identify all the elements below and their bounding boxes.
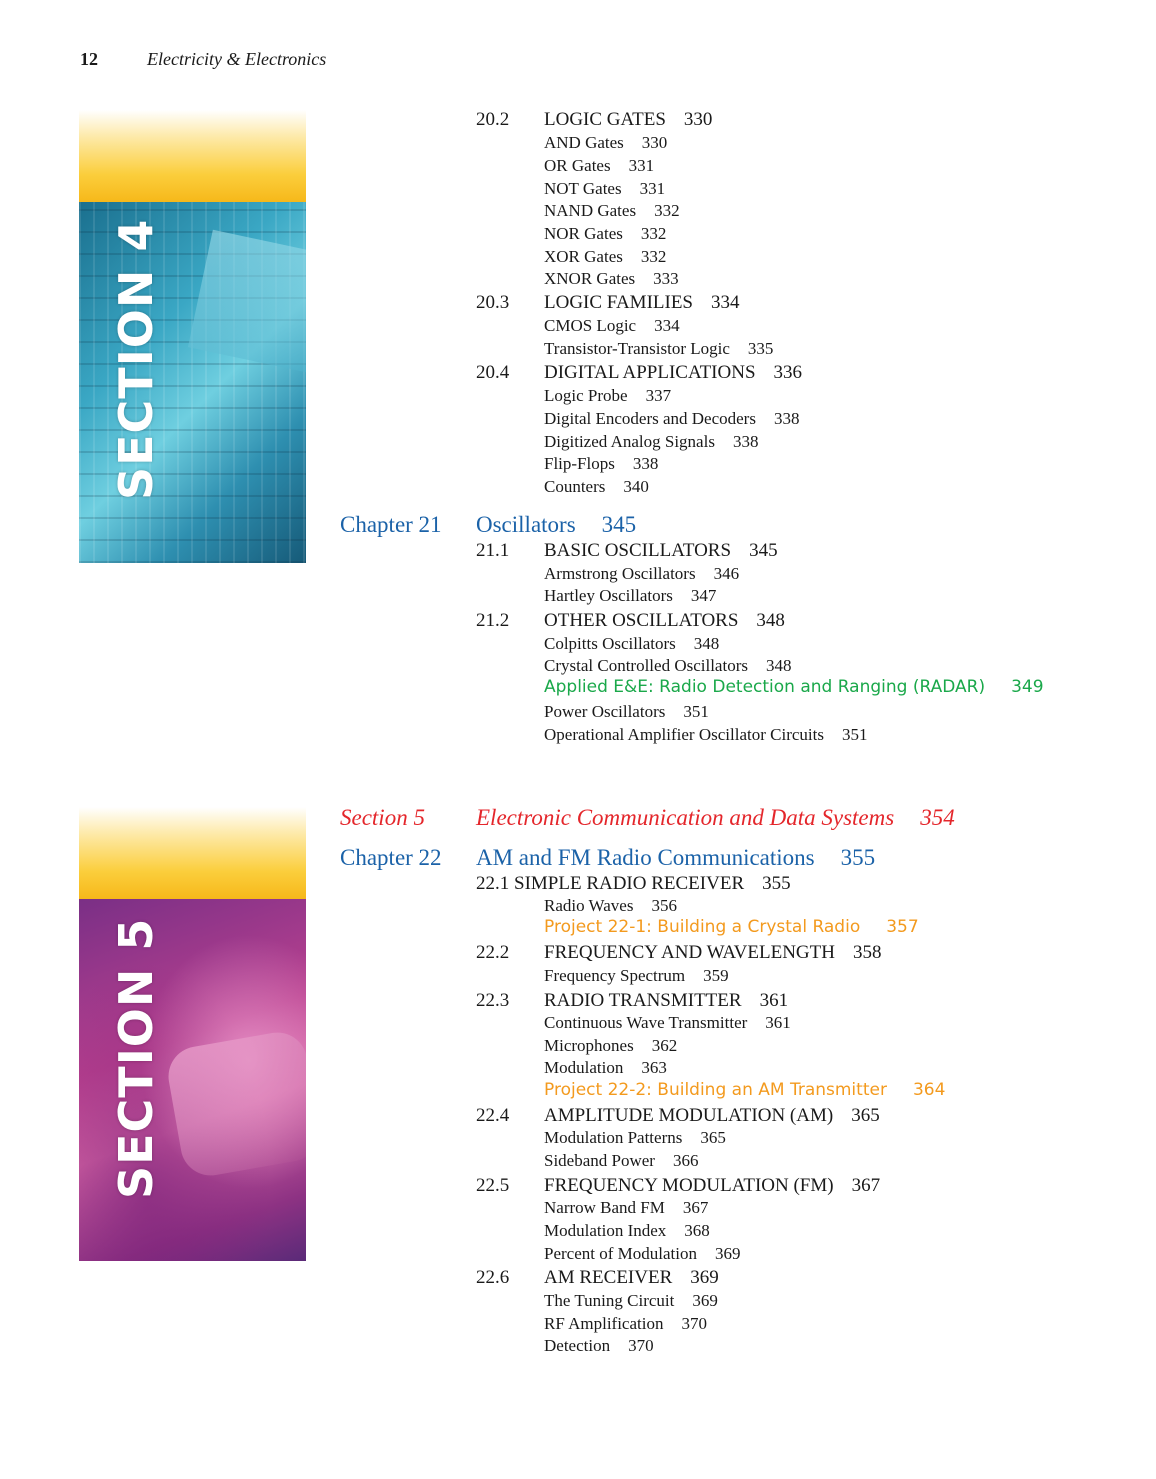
toc-sub-item xyxy=(544,1129,726,1146)
item-title: Transistor-Transistor Logic xyxy=(544,339,730,358)
item-title: NOT Gates xyxy=(544,179,622,198)
chip-highlight xyxy=(188,230,306,374)
toc-sub-item xyxy=(544,1037,677,1054)
page-number: 12 xyxy=(80,49,98,69)
item-page: 370 xyxy=(628,1336,654,1355)
toc-main-heading xyxy=(544,1268,719,1287)
toc-sub-item xyxy=(544,1222,710,1239)
toc-sub-item xyxy=(544,1292,718,1309)
chapter-heading xyxy=(476,846,875,869)
toc-sub-item xyxy=(544,1059,667,1076)
item-page: 348 xyxy=(765,656,792,675)
project-page: 357 xyxy=(886,917,919,937)
item-page: 361 xyxy=(765,1013,791,1032)
item-page: 330 xyxy=(641,133,668,152)
toc-main-heading xyxy=(544,110,712,129)
item-title: Flip-Flops xyxy=(544,454,615,473)
item-title: Power Oscillators xyxy=(544,702,666,721)
toc-sub-item xyxy=(544,225,666,242)
toc-main-heading xyxy=(544,363,802,382)
project-item xyxy=(544,919,919,936)
toc-sub-item xyxy=(544,340,773,357)
item-page: 337 xyxy=(645,386,672,405)
toc-main-heading xyxy=(544,943,881,962)
tab-gradient xyxy=(79,807,306,899)
section-number: 21.2 xyxy=(476,610,510,631)
chapter-label: Chapter 22 xyxy=(340,845,442,870)
project-title: Project 22-1: Building a Crystal Radio xyxy=(544,917,861,937)
item-page: 334 xyxy=(654,316,680,335)
toc-sub-item xyxy=(544,317,680,334)
item-page: 367 xyxy=(682,1198,709,1217)
heading-page: 336 xyxy=(773,362,803,383)
heading-page: 334 xyxy=(711,292,740,313)
toc-sub-item xyxy=(544,180,665,197)
section-number: 22.6 xyxy=(476,1267,510,1288)
heading-title: AMPLITUDE MODULATION (AM) xyxy=(544,1105,834,1126)
item-title: Armstrong Oscillators xyxy=(544,564,696,583)
chapter-title: AM and FM Radio Communications xyxy=(476,845,815,870)
toc-main-heading xyxy=(544,1176,880,1195)
section-number: 22.2 xyxy=(476,942,510,963)
toc-sub-item xyxy=(544,1337,654,1354)
item-page: 362 xyxy=(651,1036,678,1055)
circuit-board-image xyxy=(79,202,306,563)
section-title: Electronic Communication and Data Systems xyxy=(476,805,895,830)
item-page: 356 xyxy=(651,896,677,915)
toc-sub-item xyxy=(544,478,649,495)
item-page: 365 xyxy=(700,1128,726,1147)
item-title: Operational Amplifier Oscillator Circuits xyxy=(544,725,824,744)
item-title: Sideband Power xyxy=(544,1151,655,1170)
item-page: 332 xyxy=(654,201,680,220)
item-page: 338 xyxy=(732,432,759,451)
section-number: 20.2 xyxy=(476,109,510,130)
chapter-title: Oscillators xyxy=(476,512,576,537)
toc-sub-item xyxy=(544,410,799,427)
item-page: 370 xyxy=(681,1314,707,1333)
running-head: Electricity & Electronics xyxy=(147,49,327,69)
item-title: Modulation xyxy=(544,1058,624,1077)
heading-page: 361 xyxy=(759,990,789,1011)
item-title: Colpitts Oscillators xyxy=(544,634,676,653)
chapter-heading xyxy=(476,513,636,536)
heading-title: FREQUENCY AND WAVELENGTH xyxy=(544,942,835,963)
item-title: Continuous Wave Transmitter xyxy=(544,1013,748,1032)
chapter-page: 345 xyxy=(601,512,637,537)
item-page: 331 xyxy=(628,156,655,175)
toc-sub-item xyxy=(544,703,709,720)
toc-main-heading xyxy=(544,1106,880,1125)
section-5-label: SECTION 5 xyxy=(109,917,163,1199)
heading-title: LOGIC GATES xyxy=(544,109,666,130)
item-page: 366 xyxy=(672,1151,699,1170)
heading-title: FREQUENCY MODULATION (FM) xyxy=(544,1175,834,1196)
item-title: RF Amplification xyxy=(544,1314,664,1333)
heading-page: 330 xyxy=(683,109,713,130)
heading-page: 358 xyxy=(852,942,882,963)
section-5-tab xyxy=(79,807,306,1261)
item-title: Hartley Oscillators xyxy=(544,586,673,605)
heading-page: 348 xyxy=(756,610,785,631)
toc-sub-item xyxy=(544,726,867,743)
toc-main-heading xyxy=(476,874,791,893)
item-title: NOR Gates xyxy=(544,224,623,243)
toc-main-heading xyxy=(544,611,785,630)
project-item xyxy=(544,1082,945,1099)
item-title: NAND Gates xyxy=(544,201,637,220)
toc-sub-item xyxy=(544,1152,698,1169)
section-label: Section 5 xyxy=(340,805,425,830)
toc-sub-item xyxy=(544,635,719,652)
item-title: Percent of Modulation xyxy=(544,1244,697,1263)
network-cable-image xyxy=(79,899,306,1261)
item-page: 338 xyxy=(632,454,659,473)
item-page: 333 xyxy=(653,269,679,288)
heading-title: AM RECEIVER xyxy=(544,1267,673,1288)
toc-sub-item xyxy=(544,1199,708,1216)
chapter-page: 355 xyxy=(840,845,876,870)
item-title: CMOS Logic xyxy=(544,316,637,335)
project-page: 364 xyxy=(912,1080,946,1100)
item-title: XOR Gates xyxy=(544,247,623,266)
item-title: Detection xyxy=(544,1336,611,1355)
toc-main-heading xyxy=(544,991,788,1010)
item-title: Narrow Band FM xyxy=(544,1198,665,1217)
toc-sub-item xyxy=(544,455,658,472)
cable-highlight xyxy=(164,1028,306,1180)
toc-sub-item xyxy=(544,134,667,151)
project-title: Project 22-2: Building an AM Transmitter xyxy=(544,1080,887,1100)
toc-sub-item xyxy=(544,1245,740,1262)
toc-sub-item xyxy=(544,897,677,914)
toc-sub-item xyxy=(544,248,666,265)
section-number: 22.3 xyxy=(476,990,510,1011)
applied-feature-item xyxy=(544,679,1044,696)
item-title: The Tuning Circuit xyxy=(544,1291,675,1310)
item-page: 335 xyxy=(747,339,774,358)
item-title: Microphones xyxy=(544,1036,634,1055)
toc-sub-item xyxy=(544,387,671,404)
item-title: Crystal Controlled Oscillators xyxy=(544,656,748,675)
item-title: Frequency Spectrum xyxy=(544,966,686,985)
heading-page: 355 xyxy=(762,873,791,894)
item-title: Digital Encoders and Decoders xyxy=(544,409,756,428)
toc-sub-item xyxy=(544,967,729,984)
toc-sub-item xyxy=(544,1315,707,1332)
chapter-label: Chapter 21 xyxy=(340,512,442,537)
item-page: 363 xyxy=(641,1058,667,1077)
item-page: 368 xyxy=(684,1221,710,1240)
heading-page: 345 xyxy=(749,540,778,561)
toc-main-heading xyxy=(544,541,778,560)
heading-title: 22.1 SIMPLE RADIO RECEIVER xyxy=(476,873,745,894)
item-page: 332 xyxy=(640,224,667,243)
item-title: Counters xyxy=(544,477,606,496)
toc-sub-item xyxy=(544,565,739,582)
toc-main-heading xyxy=(544,293,740,312)
heading-title: DIGITAL APPLICATIONS xyxy=(544,362,756,383)
toc-sub-item xyxy=(544,157,654,174)
section-number: 21.1 xyxy=(476,540,510,561)
heading-title: LOGIC FAMILIES xyxy=(544,292,694,313)
section-number: 20.3 xyxy=(476,292,510,313)
item-page: 346 xyxy=(713,564,740,583)
heading-title: OTHER OSCILLATORS xyxy=(544,610,739,631)
heading-title: RADIO TRANSMITTER xyxy=(544,990,742,1011)
heading-page: 365 xyxy=(851,1105,880,1126)
item-page: 338 xyxy=(773,409,800,428)
toc-sub-item xyxy=(544,270,679,287)
item-page: 331 xyxy=(639,179,666,198)
item-page: 348 xyxy=(693,634,720,653)
item-title: Modulation Index xyxy=(544,1221,667,1240)
item-title: OR Gates xyxy=(544,156,611,175)
toc-sub-item xyxy=(544,433,758,450)
item-title: AND Gates xyxy=(544,133,624,152)
item-page: 369 xyxy=(714,1244,741,1263)
toc-sub-item xyxy=(544,202,680,219)
item-page: 332 xyxy=(640,247,667,266)
section-4-label: SECTION 4 xyxy=(109,218,163,500)
section-page: 354 xyxy=(920,805,955,830)
toc-sub-item xyxy=(544,657,791,674)
item-page: 351 xyxy=(841,725,868,744)
item-page: 347 xyxy=(690,586,717,605)
item-title: Modulation Patterns xyxy=(544,1128,683,1147)
heading-page: 367 xyxy=(851,1175,881,1196)
section-heading xyxy=(476,806,955,829)
toc-sub-item xyxy=(544,587,716,604)
item-title: Radio Waves xyxy=(544,896,634,915)
item-page: 359 xyxy=(703,966,729,985)
heading-title: BASIC OSCILLATORS xyxy=(544,540,732,561)
item-title: XNOR Gates xyxy=(544,269,636,288)
applied-page: 349 xyxy=(1011,677,1044,697)
item-title: Logic Probe xyxy=(544,386,628,405)
heading-page: 369 xyxy=(690,1267,719,1288)
section-number: 22.5 xyxy=(476,1175,510,1196)
tab-gradient xyxy=(79,110,306,202)
item-title: Digitized Analog Signals xyxy=(544,432,715,451)
toc-sub-item xyxy=(544,1014,791,1031)
section-number: 20.4 xyxy=(476,362,510,383)
applied-title: Applied E&E: Radio Detection and Ranging (RADAR) xyxy=(544,677,986,697)
section-number: 22.4 xyxy=(476,1105,510,1126)
section-4-tab xyxy=(79,110,306,563)
item-page: 351 xyxy=(683,702,709,721)
item-page: 369 xyxy=(692,1291,718,1310)
item-page: 340 xyxy=(623,477,649,496)
